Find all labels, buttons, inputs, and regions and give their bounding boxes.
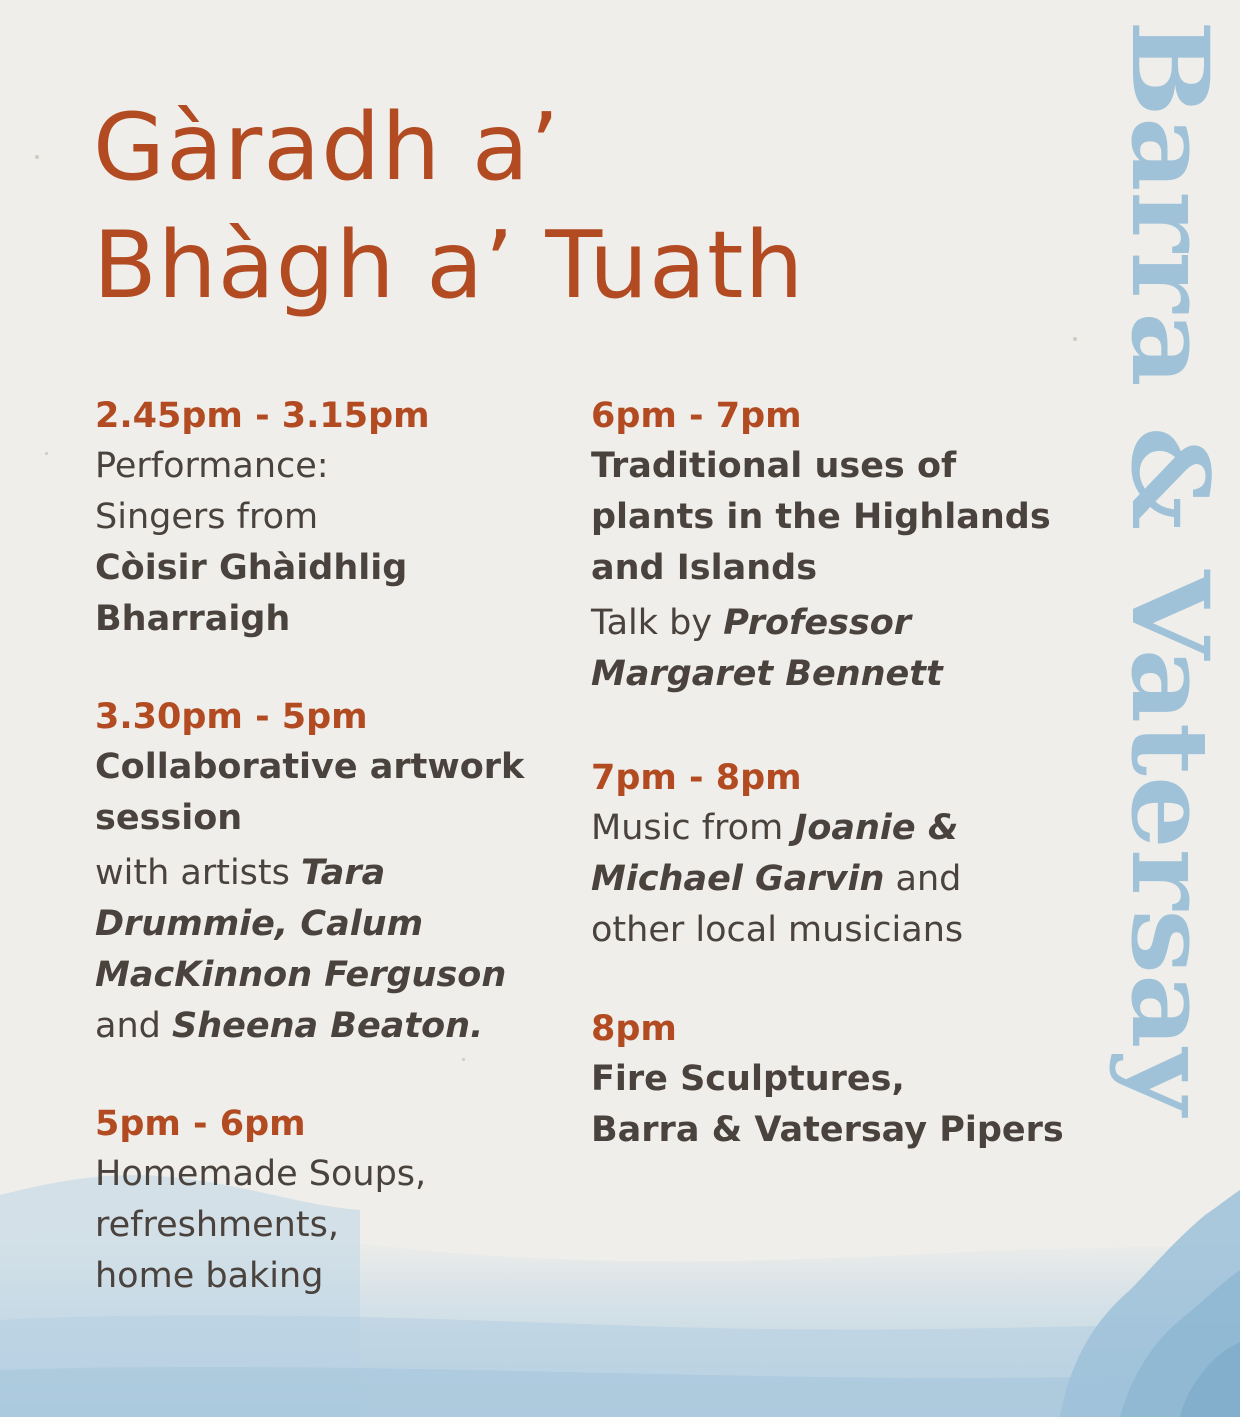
artist-name: Sheena Beaton. (171, 1006, 484, 1046)
event-description (591, 803, 1051, 854)
event-title: and Islands (591, 548, 818, 588)
event-title: Barra & Vatersay Pipers (591, 1110, 1064, 1150)
event-time: 3.30pm - 5pm (95, 697, 368, 737)
paper-speck (1073, 337, 1077, 341)
speaker-name: Professor (723, 603, 912, 643)
event-description: Singers from (95, 497, 319, 537)
event-performance (95, 391, 555, 645)
event-description: Homemade Soups, (95, 1154, 427, 1194)
event-music (591, 753, 1051, 956)
event-description-text: Talk by (591, 603, 724, 643)
event-description-text: and (95, 1006, 172, 1046)
event-title: Traditional uses of (591, 446, 957, 486)
event-title: Collaborative artwork (95, 747, 525, 787)
event-talk (591, 391, 1051, 700)
event-title: Fire Sculptures, (591, 1059, 905, 1099)
event-refreshments (95, 1099, 555, 1302)
event-description: home baking (95, 1256, 324, 1296)
side-title (1105, 20, 1233, 1120)
event-description-text: Music from (591, 808, 795, 848)
schedule-right-column (591, 391, 1064, 1156)
event-description: other local musicians (591, 910, 964, 950)
paper-speck (45, 452, 48, 455)
artist-name: Tara (300, 853, 386, 893)
musician-name: Michael Garvin (591, 859, 885, 899)
event-time: 8pm (591, 1009, 677, 1049)
side-title-text: Barra & Vatersay (1108, 20, 1233, 1032)
event-time: 6pm - 7pm (591, 396, 802, 436)
event-description: refreshments, (95, 1205, 339, 1245)
paper-speck (35, 155, 39, 159)
event-time: 7pm - 8pm (591, 758, 802, 798)
artist-name: MacKinnon Ferguson (95, 955, 507, 995)
title-line-2: Bhàgh a’ Tuath (93, 211, 805, 319)
event-time: 5pm - 6pm (95, 1104, 306, 1144)
event-description (591, 854, 1051, 905)
event-title: plants in the Highlands (591, 497, 1051, 537)
event-time: 2.45pm - 3.15pm (95, 396, 430, 436)
event-title: session (95, 798, 243, 838)
event-artwork-session (95, 692, 555, 1052)
title-line-1: Gàradh a’ (93, 93, 561, 201)
performer-name: Còisir Ghàidhlig (95, 548, 408, 588)
performer-name: Bharraigh (95, 599, 291, 639)
event-description-text: with artists (95, 853, 301, 893)
event-description: Performance: (95, 446, 329, 486)
event-description (95, 848, 555, 899)
event-description (95, 1001, 555, 1052)
speaker-name: Margaret Bennett (591, 654, 943, 694)
event-description (591, 598, 1051, 649)
event-fire-sculptures (591, 1004, 1064, 1156)
artist-name: Drummie, Calum (95, 904, 424, 944)
schedule-left-column (95, 391, 555, 1302)
musician-name: Joanie & (794, 808, 959, 848)
page-title (93, 88, 804, 324)
event-description-text: and (884, 859, 962, 899)
